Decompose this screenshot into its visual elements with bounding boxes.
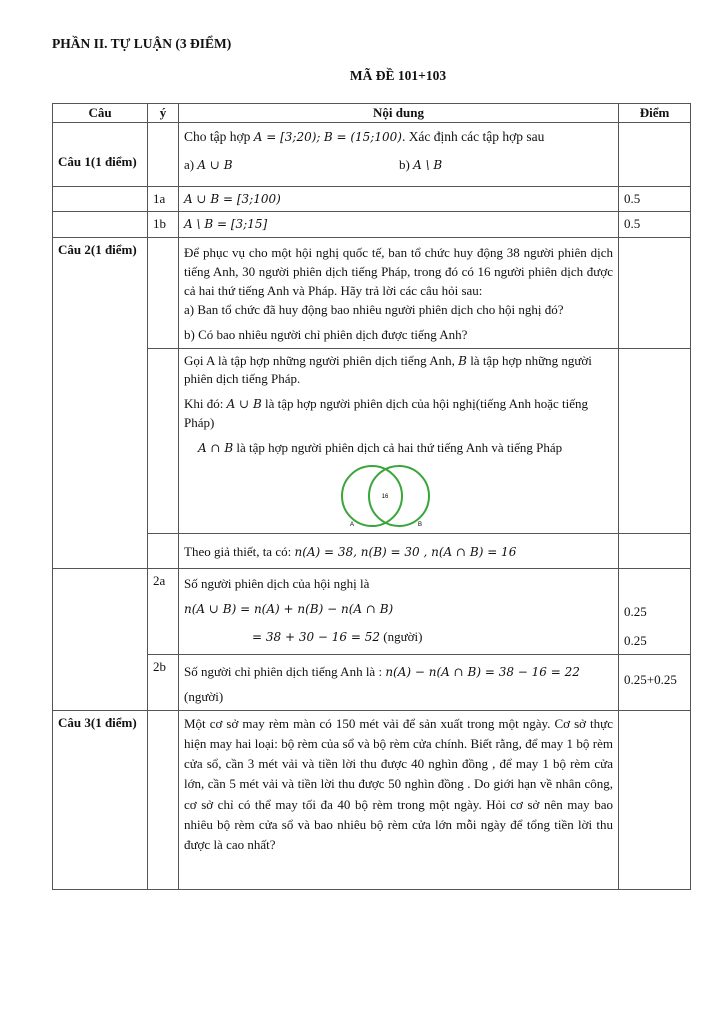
q2-problem: Để phục vụ cho một hội nghị quốc tế, ban tổ chức huy động 38 người phiên dịch tiếng Anh, 30 người phiên dịch tiếng Pháp, trong đó có 16 người phiên dịch được cả hai thứ tiếng Anh và Pháp. Hãy trả lời các câu hỏi sau: a) Ban tổ chức đã huy động bao nhiêu người phiên dịch cho hội nghị đó? b) Có bao nhiêu người chỉ phiên dịch được tiếng Anh? <box>179 238 619 348</box>
section-title: PHẦN II. TỰ LUẬN (3 ĐIỂM) <box>52 36 232 51</box>
q1b-answer: A \ B = [3;15] <box>179 212 619 238</box>
table-header-row <box>53 104 691 123</box>
table-row <box>53 533 691 568</box>
q2b-score: 0.25+0.25 <box>619 655 691 711</box>
q2-label: Câu 2(1 điểm) <box>53 238 148 568</box>
q2b-label: 2b <box>148 655 179 711</box>
venn-circle-a <box>342 466 402 526</box>
answer-table <box>52 103 691 890</box>
col-header-noi-dung: Nội dung <box>179 104 619 123</box>
venn-label-b: B <box>418 521 423 528</box>
q1b-label: 1b <box>148 212 179 238</box>
table-row <box>53 655 691 711</box>
venn-label-a: A <box>350 521 355 528</box>
q1-label: Câu 1(1 điểm) <box>53 122 148 186</box>
table-row <box>53 238 691 348</box>
table-row <box>53 710 691 889</box>
q1a-answer: A ∪ B = [3;100) <box>179 186 619 212</box>
venn-intersection-value: 16 <box>381 493 389 500</box>
q2-setup: Gọi A là tập hợp những người phiên dịch tiếng Anh, B là tập hợp những người phiên dịch tiếng Pháp. Khi đó: A ∪ B là tập hợp người phiên dịch của hội nghị(tiếng Anh hoặc tiếng Pháp) A ∩ B là tập hợp người phiên dịch cả hai thứ tiếng Anh và tiếng Pháp 16 A B <box>179 348 619 533</box>
q1a-score: 0.5 <box>619 186 691 212</box>
col-header-cau: Câu <box>53 104 148 123</box>
table-row <box>53 348 691 533</box>
q3-problem: Một cơ sở may rèm màn có 150 mét vải để sản xuất trong một ngày. Cơ sở thực hiện may hai loại: bộ rèm của sổ và bộ rèm cửa chính. Biết rằng, để may 1 bộ rèm cửa sổ, cần 3 mét vải và tiền lời thu được 40 nghìn đồng , để may 1 bộ rèm cửa lớn, cần 5 mét vải và tiền lời thu được 50 nghìn đồng . Do giới hạn về nhân công, cơ sở chỉ có thể may tối đa 40 bộ rèm trong một ngày. Hỏi cơ sở nên may bao nhiêu bộ rèm cửa sổ và bao nhiêu bộ rèm cửa lớn mỗi ngày để tổng tiền lời thu được là cao nhất? <box>179 710 619 889</box>
table-row <box>53 212 691 238</box>
q2-given: Theo giả thiết, ta có: n(A) = 38, n(B) = 30 , n(A ∩ B) = 16 <box>179 533 619 568</box>
q1b-score: 0.5 <box>619 212 691 238</box>
table-row <box>53 186 691 212</box>
venn-circle-b <box>369 466 429 526</box>
q2a-label: 2a <box>148 568 179 655</box>
q2b-answer: Số người chỉ phiên dịch tiếng Anh là : n(A) − n(A ∩ B) = 38 − 16 = 22 (người) <box>179 655 619 711</box>
venn-diagram <box>184 464 614 530</box>
q2a-score: 0.25 0.25 <box>619 568 691 655</box>
table-row <box>53 568 691 655</box>
q1-prompt: Cho tập hợp A = [3;20); B = (15;100). Xác định các tập hợp sau a) A ∪ B b) A \ B <box>179 122 619 186</box>
q1a-label: 1a <box>148 186 179 212</box>
table-row <box>53 122 691 186</box>
col-header-y: ý <box>148 104 179 123</box>
exam-code: MÃ ĐỀ 101+103 <box>349 68 447 83</box>
q2a-answer: Số người phiên dịch của hội nghị là n(A ∪ B) = n(A) + n(B) − n(A ∩ B) = 38 + 30 − 16 = 52 (người) <box>179 568 619 655</box>
col-header-diem: Điểm <box>619 104 691 123</box>
q3-label: Câu 3(1 điểm) <box>53 710 148 889</box>
